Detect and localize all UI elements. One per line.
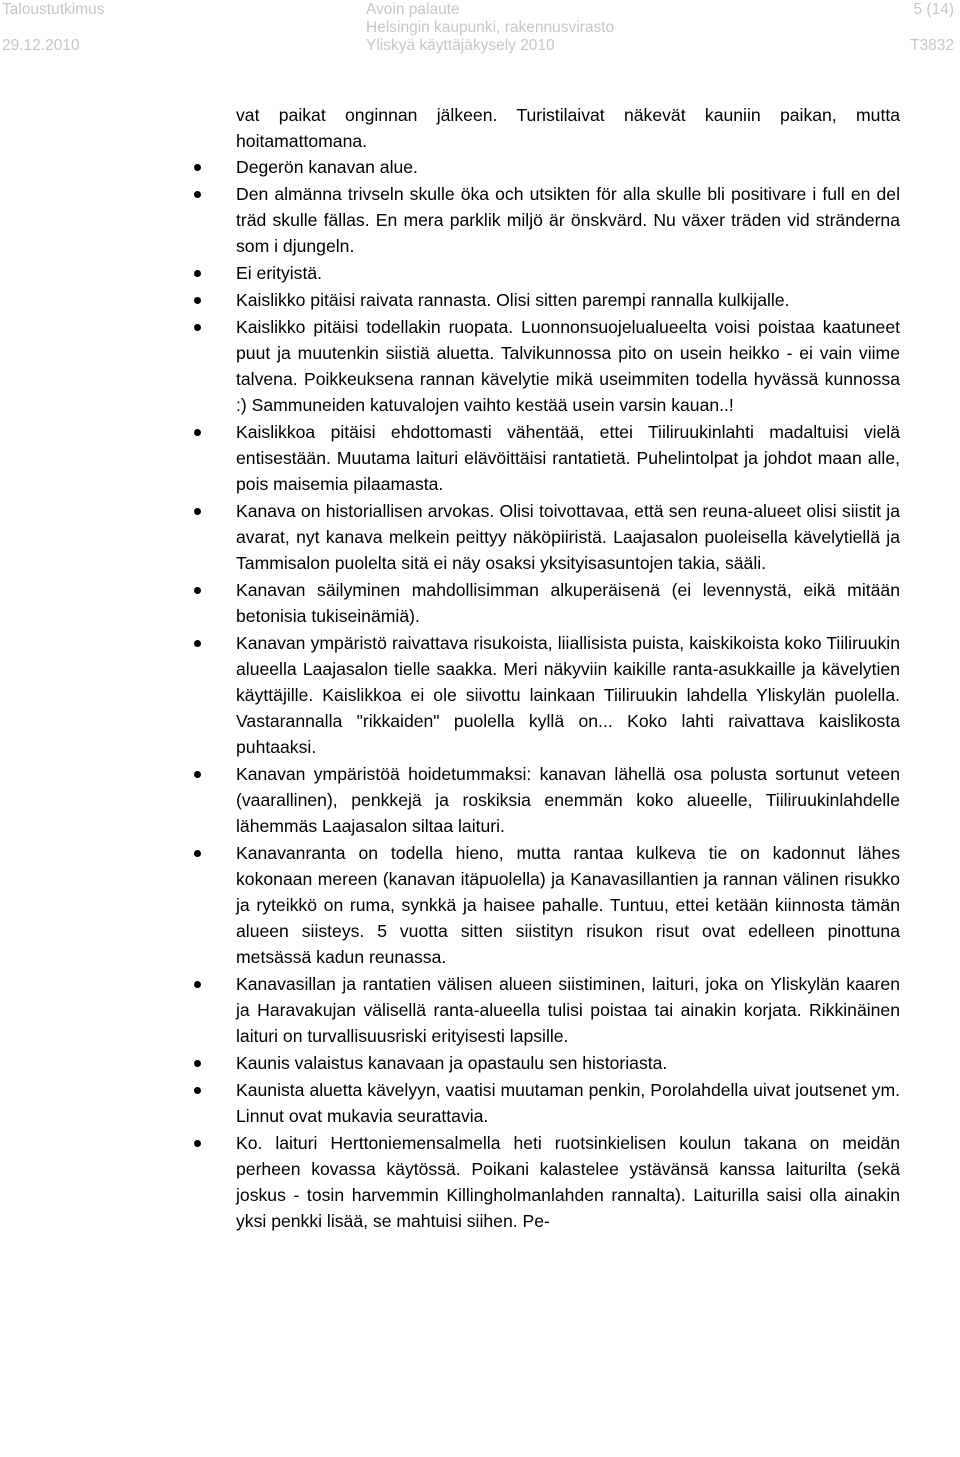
list-item [236, 181, 900, 259]
list-item-text: Kanavasillan ja rantatien välisen alueen siistiminen, laituri, joka on Yliskylän kaaren ja Haravakujan välisellä ranta-alueella tulisi poistaa tai ainakin korjata. Rikkinäinen laituri on turvallisuusriski erityisesti lapsille. [236, 974, 900, 1046]
feedback-list [0, 154, 960, 1234]
list-item-text: Kaunis valaistus kanavaan ja opastaulu sen historiasta. [236, 1053, 668, 1073]
list-item-text: Ko. laituri Herttoniemensalmella heti ruotsinkielisen koulun takana on meidän perheen kovassa käytössä. Poikani kalastelee ystävänsä kanssa laiturilta (sekä joskus - tosin harvemmin Killingholmanlahden rannalta). Laiturilla saisi olla ainakin yksi penkki lisää, se mahtuisi siihen. Pe- [236, 1133, 900, 1231]
continued-paragraph: vat paikat onginnan jälkeen. Turistilaivat näkevät kauniin paikan, mutta hoitamattomana. [236, 105, 900, 151]
list-item-text: Kanavan ympäristö raivattava risukoista, liiallisista puista, kaiskikoista koko Tiiliruukin alueella Laajasalon tielle saakka. Meri näkyviin kaikille ranta-asukkaille ja kävelytien käyttäjille. Kaislikkoa ei ole siivottu lainkaan Tiiliruukin lahdella Yliskylän puolella. Vastarannalla "rikkaiden" puolella kyllä on... Koko lahti raivattava kaislikosta puhtaaksi. [236, 633, 900, 757]
company-name: Taloustutkimus [2, 1, 105, 18]
bullet-icon [194, 1060, 201, 1067]
list-item [236, 971, 900, 1049]
report-type: Avoin palaute [366, 1, 460, 18]
bullet-icon [194, 981, 201, 988]
bullet-icon [194, 324, 201, 331]
list-item [236, 1050, 900, 1076]
header-row-bottom [0, 36, 960, 56]
document-body [0, 100, 960, 1235]
list-item [236, 761, 900, 839]
list-item-text: Kaunista aluetta kävelyyn, vaatisi muutaman penkin, Porolahdella uivat joutsenet ym. Linnut ovat mukavia seurattavia. [236, 1080, 900, 1126]
list-item [236, 260, 900, 286]
list-item [236, 287, 900, 313]
page-number: 5 (14) [913, 1, 954, 18]
list-item-text: Kanavanranta on todella hieno, mutta rantaa kulkeva tie on kadonnut lähes kokonaan mereen (kanavan itäpuolella) ja Kanavasillantien ja rannan välinen risukko ja ryteikkö on ruma, synkkä ja haisee pahalle. Tuntuu, ettei ketään kiinnosta tämän alueen siisteys. 5 vuotta sitten siistityn risukon risut ovat edelleen pinottuna metsässä kadun reunassa. [236, 843, 900, 967]
list-item-text: Kanavan ympäristöä hoidetummaksi: kanavan lähellä osa polusta sortunut veteen (vaarallinen), penkkejä ja roskiksia enemmän koko alueelle, Tiiliruukinlahdelle lähemmäs Laajasalon siltaa laituri. [236, 764, 900, 836]
bullet-icon [194, 850, 201, 857]
survey-title: Yliskyä käyttäjäkysely 2010 [366, 37, 555, 54]
list-item-text: Kaislikko pitäisi raivata rannasta. Olisi sitten parempi rannalla kulkijalle. [236, 290, 790, 310]
list-item-text: Den almänna trivseln skulle öka och utsikten för alla skulle bli positivare i full en del träd skulle fällas. En mera parklik miljö är önskvärd. Nu växer träden vid stränderna som i djungeln. [236, 184, 900, 256]
list-item [236, 498, 900, 576]
bullet-icon [194, 297, 201, 304]
bullet-icon [194, 771, 201, 778]
list-item [236, 419, 900, 497]
client-name: Helsingin kaupunki, rakennusvirasto [366, 19, 615, 36]
list-item-text: Ei erityistä. [236, 263, 323, 283]
bullet-icon [194, 429, 201, 436]
list-item [236, 577, 900, 629]
list-item [236, 630, 900, 760]
list-item [236, 314, 900, 418]
list-item-text: Kaislikkoa pitäisi ehdottomasti vähentää, ettei Tiiliruukinlahti madaltuisi vielä entisestään. Muutama laituri elävöittäisi rantatietä. Puhelintolpat ja johdot maan alle, pois maisemia pilaamasta. [236, 422, 900, 494]
bullet-icon [194, 508, 201, 515]
list-item-text: Kaislikko pitäisi todellakin ruopata. Luonnonsuojelualueelta voisi poistaa kaatuneet puut ja muutenkin siistiä aluetta. Talvikunnossa pito on usein heikko - ei vain viime talvena. Poikkeuksena rannan kävelytie mikä useimmiten todella hyvässä kunnossa :) Sammuneiden katuvalojen vaihto kestää usein varsin kauan..! [236, 317, 900, 415]
bullet-icon [194, 164, 201, 171]
header-row-top [0, 0, 960, 20]
list-item [236, 1077, 900, 1129]
page-header [0, 0, 960, 60]
bullet-icon [194, 1087, 201, 1094]
bullet-icon [194, 270, 201, 277]
bullet-icon [194, 191, 201, 198]
report-date: 29.12.2010 [2, 37, 80, 54]
list-item-text: Kanava on historiallisen arvokas. Olisi toivottavaa, että sen reuna-alueet olisi siistit ja avarat, nyt kanava melkein peittyy näköpiiristä. Laajasalon puoleisella kävelytiellä ja Tammisalon puolelta sitä ei näy osaksi yksityisasuntojen takia, sääli. [236, 501, 900, 573]
list-item [236, 154, 900, 180]
project-code: T3832 [910, 37, 954, 54]
list-item [236, 840, 900, 970]
list-item-text: Degerön kanavan alue. [236, 157, 418, 177]
list-item [236, 1130, 900, 1234]
list-item-text: Kanavan säilyminen mahdollisimman alkuperäisenä (ei levennystä, eikä mitään betonisia tukiseinämiä). [236, 580, 900, 626]
bullet-icon [194, 640, 201, 647]
bullet-icon [194, 587, 201, 594]
bullet-icon [194, 1140, 201, 1147]
